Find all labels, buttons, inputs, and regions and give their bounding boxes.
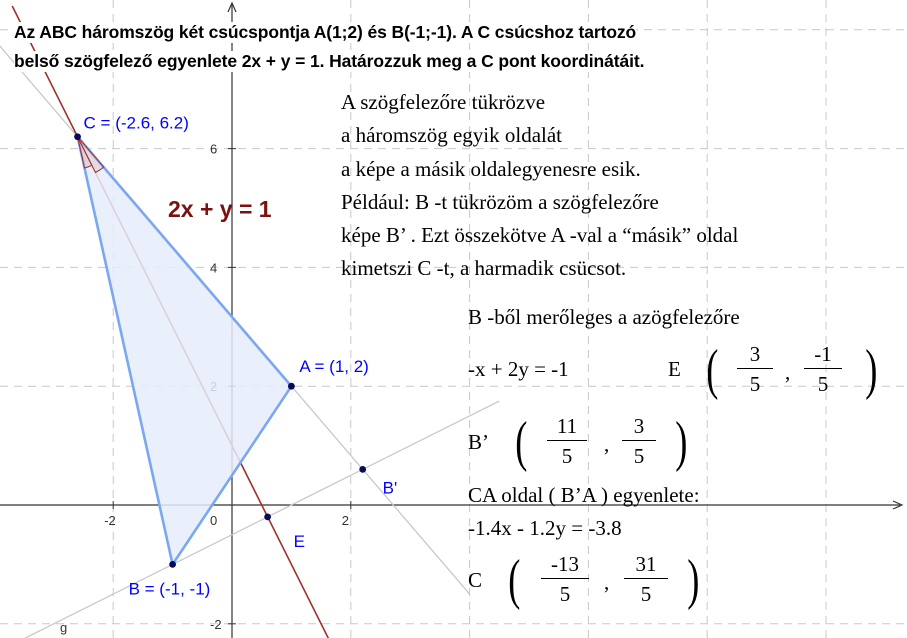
e-left-paren: ( — [706, 339, 719, 401]
bprime-right-paren: ) — [675, 411, 688, 473]
bprime-left-paren: ( — [515, 411, 528, 473]
point-label-c: C = (-2.6, 6.2) — [83, 113, 189, 133]
point-bprime — [359, 466, 366, 473]
x-tick-label: 2 — [341, 513, 350, 528]
point-e — [264, 513, 271, 520]
e-x-fraction: $\frac{3}{5}$ — [737, 342, 773, 397]
explanation-line: a képe a másik oldalegyenesre esik. — [341, 156, 641, 181]
explanation-text — [341, 86, 738, 286]
c-right-paren: ) — [687, 549, 700, 611]
point-label-bprime: B' — [382, 478, 398, 498]
e-right-paren: ) — [865, 339, 878, 401]
bprime-x-fraction: $\frac{11}{5}$ — [547, 414, 587, 469]
c-left-paren: ( — [508, 549, 521, 611]
perpendicular-title: B -ből merőleges a azögfelezőre — [468, 305, 740, 329]
y-tick-label: 6 — [210, 141, 218, 157]
point-c — [74, 133, 81, 140]
point-label-b: B = (-1, -1) — [128, 579, 211, 599]
e-comma: , — [785, 360, 791, 384]
explanation-line: A szögfelezőre tükrözve — [341, 90, 546, 114]
e-point-label: E — [668, 357, 681, 381]
c-y-fraction: $\frac{31}{5}$ — [624, 552, 668, 607]
c-x-fraction: $\frac{-13}{5}$ — [541, 552, 589, 607]
bprime-label: B’ — [468, 430, 489, 454]
problem-line-1: Az ABC háromszög két csúcspontja A(1;2) és B(-1;-1). A C csúcshoz tartozó — [14, 22, 637, 42]
origin-label: 0 — [210, 513, 218, 528]
point-label-e: E — [293, 531, 305, 551]
line-label-g: g — [60, 620, 68, 635]
point-label-a: A = (1, 2) — [299, 357, 369, 377]
e-y-fraction: $\frac{-1}{5}$ — [804, 342, 842, 397]
x-tick-label: -2 — [104, 513, 116, 528]
side-ca-equation: -1.4x - 1.2y = -3.8 — [468, 516, 622, 540]
point-b — [169, 561, 176, 568]
side-ca-title: CA oldal ( B’A ) egyenlete: — [468, 483, 700, 507]
bisector-equation-label: 2x + y = 1 — [168, 196, 272, 222]
problem-line-2: belső szögfelező egyenlete 2x + y = 1. Határozzuk meg a C pont koordinátáit. — [14, 51, 645, 71]
y-tick-label: 4 — [210, 260, 218, 276]
c-comma: , — [604, 570, 610, 594]
explanation-line: képe B’ . Ezt összekötve A -val a “másik” oldal — [341, 223, 739, 248]
explanation-line: a háromszög egyik oldalát — [341, 123, 563, 148]
c-result-label: C — [468, 568, 483, 592]
perpendicular-equation: -x + 2y = -1 — [468, 357, 569, 381]
y-tick-label: -2 — [210, 616, 222, 632]
point-a — [288, 383, 295, 390]
bprime-comma: , — [604, 432, 610, 456]
bprime-y-fraction: $\frac{3}{5}$ — [622, 414, 656, 469]
explanation-line: kimetszi C -t, a harmadik csücsot. — [341, 256, 627, 281]
explanation-line: Például: B -t tükrözöm a szögfelezőre — [341, 189, 659, 214]
